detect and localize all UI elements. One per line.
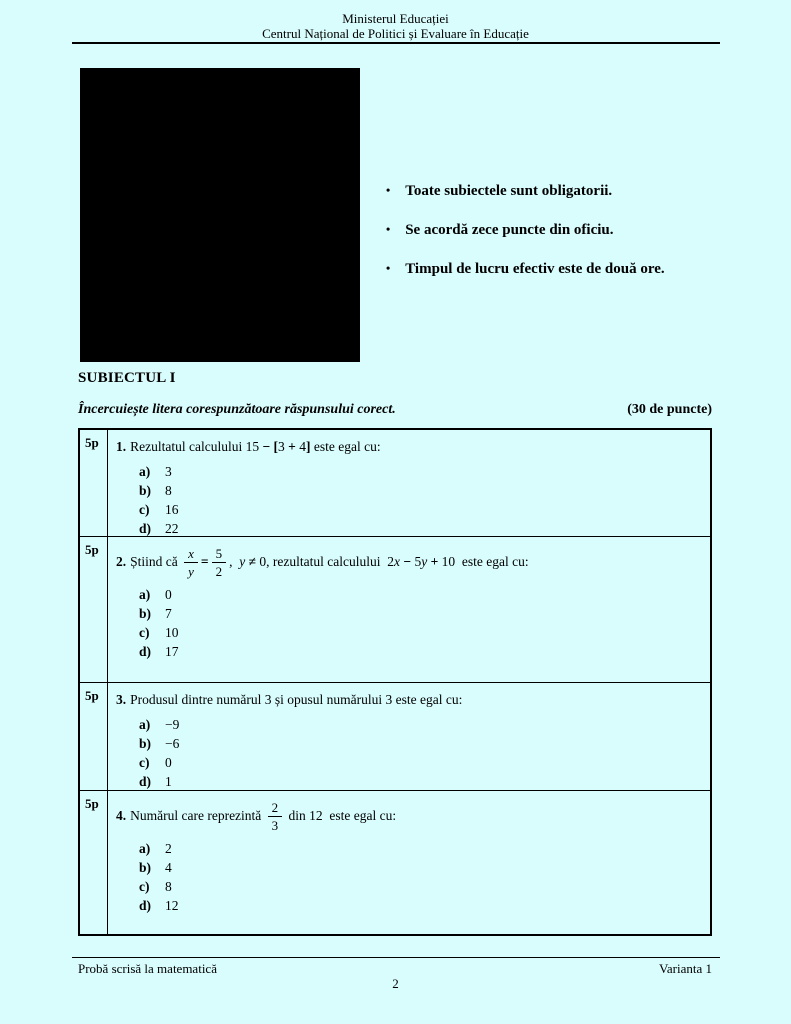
notice-item <box>386 222 665 239</box>
bullet-icon: • <box>386 261 391 275</box>
option-value: 4 <box>165 860 172 875</box>
option-label: b) <box>139 736 152 751</box>
points-cell: 5p <box>80 791 108 934</box>
footer-right: Varianta 1 <box>658 961 712 976</box>
option-value: 8 <box>165 879 172 894</box>
option-row <box>139 462 700 481</box>
question-lead: Rezultatul calculului <box>130 439 246 454</box>
math-expression: 15 − [3 + 4] <box>245 439 311 454</box>
option-value: 0 <box>165 587 172 602</box>
option-value: 17 <box>165 644 179 659</box>
question-cell <box>108 537 710 682</box>
option-value: 8 <box>165 483 172 498</box>
math-condition: , y ≠ 0, <box>229 554 273 569</box>
option-label: b) <box>139 483 152 498</box>
bullet-icon: • <box>386 222 391 236</box>
option-value: 16 <box>165 502 179 517</box>
option-label: d) <box>139 521 152 536</box>
header-ministry: Ministerul Educației <box>342 11 449 26</box>
table-row-q3 <box>80 683 710 791</box>
notice-item <box>386 183 665 200</box>
page-footer <box>78 961 712 977</box>
option-row <box>139 519 700 538</box>
option-label: c) <box>139 502 150 517</box>
option-row <box>139 604 700 623</box>
instruction-text: Încercuiește litera corespunzătoare răspunsului corect. <box>78 402 396 417</box>
option-label: b) <box>139 606 152 621</box>
header-center: Centrul Național de Politici și Evaluare în Educație <box>262 25 529 41</box>
option-label: d) <box>139 644 152 659</box>
table-row-q2 <box>80 537 710 683</box>
option-label: c) <box>139 755 150 770</box>
question-text <box>116 800 700 832</box>
question-number: 4. <box>116 808 127 823</box>
option-value: 2 <box>165 841 172 856</box>
notice-list <box>386 183 665 300</box>
bullet-icon: • <box>386 183 391 197</box>
question-number: 1. <box>116 439 127 454</box>
question-text <box>116 692 700 708</box>
table-row-q4 <box>80 791 710 934</box>
question-cell <box>108 430 710 536</box>
option-row <box>139 500 700 519</box>
option-row <box>139 642 700 661</box>
option-label: c) <box>139 625 150 640</box>
section-title: SUBIECTUL I <box>78 370 176 386</box>
question-number: 3. <box>116 692 127 707</box>
question-tail: este egal cu: <box>310 439 381 454</box>
option-value: −9 <box>165 717 180 732</box>
header-divider <box>72 42 720 44</box>
option-label: d) <box>139 898 152 913</box>
footer-divider <box>72 957 720 958</box>
fraction: $\frac{5}{2}$ <box>212 546 227 578</box>
option-value: 12 <box>165 898 179 913</box>
question-lead: Știind că <box>130 554 182 569</box>
question-text <box>116 439 700 455</box>
option-value: 7 <box>165 606 172 621</box>
instruction-row <box>78 402 712 418</box>
notice-text: Se acordă zece puncte din oficiu. <box>405 222 614 238</box>
equals-sign: = <box>200 554 209 569</box>
question-cell <box>108 791 710 934</box>
option-label: a) <box>139 587 151 602</box>
question-body: Produsul dintre numărul 3 și opusul numărului 3 este egal cu: <box>130 692 463 707</box>
option-label: c) <box>139 879 150 894</box>
option-row <box>139 623 700 642</box>
option-value: 3 <box>165 464 172 479</box>
option-label: d) <box>139 774 152 789</box>
questions-table <box>78 428 712 936</box>
option-row <box>139 858 700 877</box>
points-cell: 5p <box>80 537 108 682</box>
question-number: 2. <box>116 554 127 569</box>
page-number: 2 <box>392 976 399 991</box>
math-expression: 2x − 5y + 10 <box>387 554 456 569</box>
options-list <box>139 585 700 661</box>
notice-text: Toate subiectele sunt obligatorii. <box>405 183 613 199</box>
redacted-block <box>80 68 360 362</box>
fraction: $\frac{2}{3}$ <box>268 800 283 832</box>
notice-text: Timpul de lucru efectiv este de două ore. <box>405 261 665 277</box>
option-row <box>139 839 700 858</box>
option-row <box>139 877 700 896</box>
fraction: $\frac{x}{y}$ <box>184 546 198 578</box>
page-header <box>0 12 791 42</box>
question-text <box>116 546 700 578</box>
option-row <box>139 734 700 753</box>
options-list <box>139 715 700 791</box>
option-row <box>139 481 700 500</box>
question-mid: rezultatul calculului <box>272 554 388 569</box>
question-cell <box>108 683 710 790</box>
points-cell: 5p <box>80 683 108 790</box>
points-total: (30 de puncte) <box>627 402 712 417</box>
option-row <box>139 585 700 604</box>
option-label: b) <box>139 860 152 875</box>
table-row-q1 <box>80 430 710 537</box>
points-cell: 5p <box>80 430 108 536</box>
option-value: 22 <box>165 521 179 536</box>
question-tail: este egal cu: <box>455 554 529 569</box>
option-label: a) <box>139 464 151 479</box>
option-value: 1 <box>165 774 172 789</box>
option-row <box>139 715 700 734</box>
options-list <box>139 839 700 915</box>
question-lead: Numărul care reprezintă <box>130 808 265 823</box>
options-list <box>139 462 700 538</box>
option-label: a) <box>139 841 151 856</box>
question-tail: din 12 este egal cu: <box>285 808 397 823</box>
notice-item <box>386 261 665 278</box>
option-label: a) <box>139 717 151 732</box>
footer-left: Probă scrisă la matematică <box>78 961 217 976</box>
option-row <box>139 753 700 772</box>
option-value: −6 <box>165 736 180 751</box>
option-value: 0 <box>165 755 172 770</box>
option-row <box>139 772 700 791</box>
option-row <box>139 896 700 915</box>
option-value: 10 <box>165 625 179 640</box>
